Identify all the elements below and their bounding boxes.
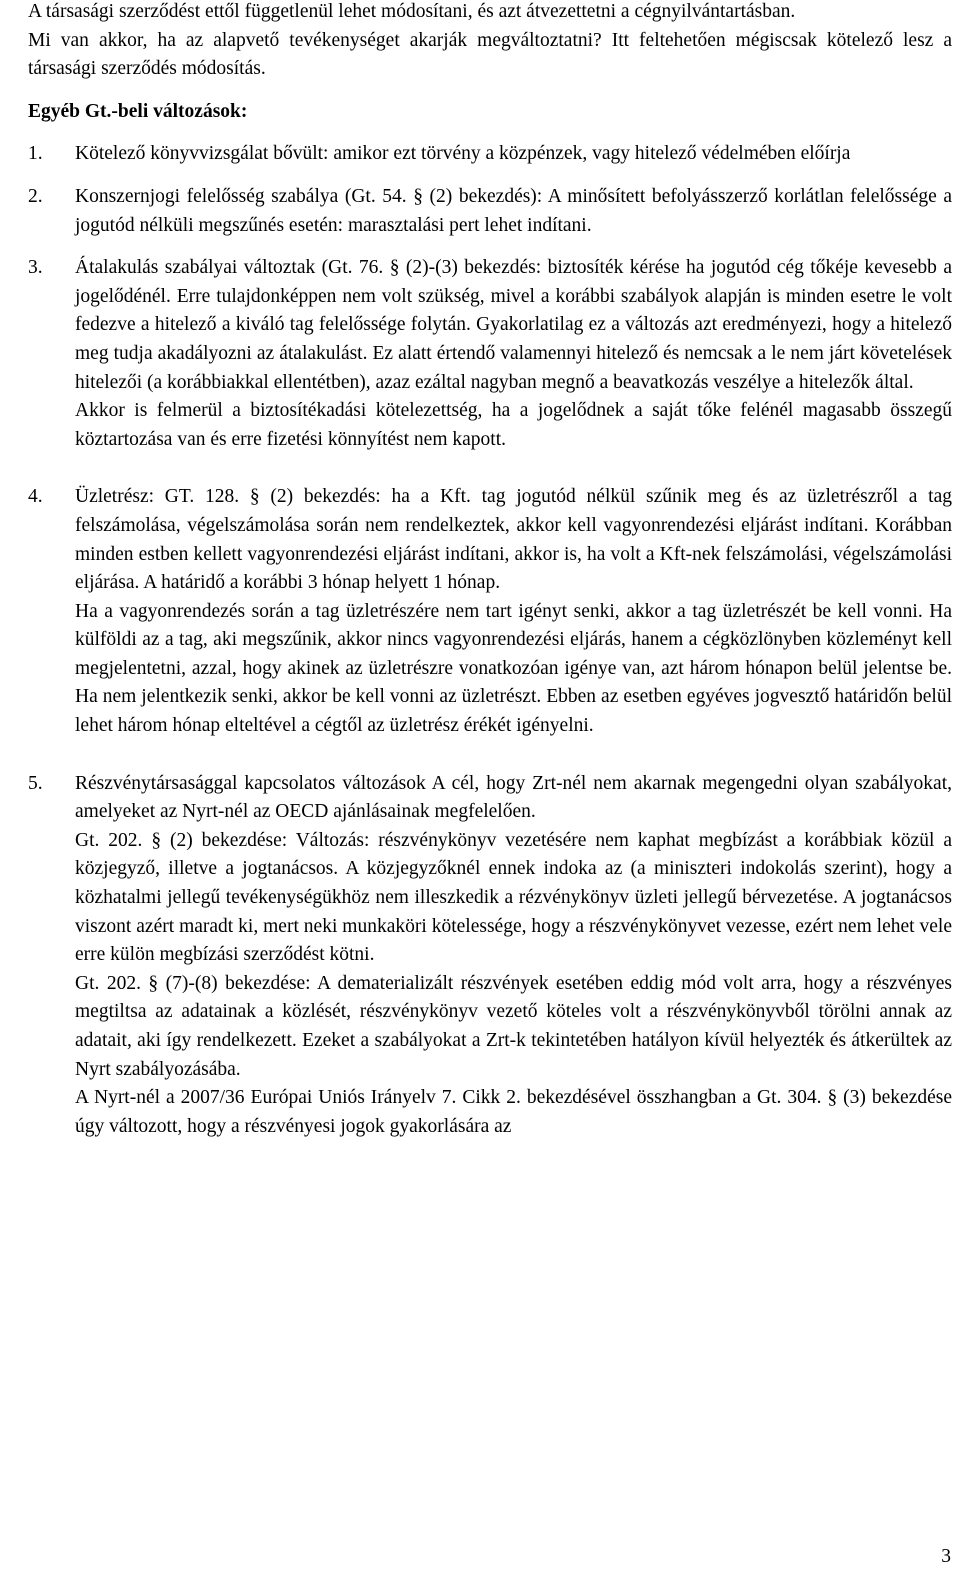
- list-item-paragraph: Ha a vagyonrendezés során a tag üzletrészére nem tart igényt senki, akkor a tag üzletrészét be kell vonni. Ha külföldi az a tag, aki megszűnik, akkor nincs vagyonrendezési eljárás, hanem a cégközlönyben közleményt kell megjelentetni, azzal, hogy akinek az üzletrészre vonatkozóan igénye van, azt három hónapon belül jelentse be. Ha nem jelentkezik senki, akkor be kell vonni az üzletrészt. Ebben az esetben egyéves jogvesztő határidőn belül lehet három hónap elteltével a cégtől az üzletrész érékét igényelni.: [75, 600, 952, 737]
- list-item-paragraph: Gt. 202. § (2) bekezdése: Változás: részvénykönyv vezetésére nem kaphat megbízást a korábbiak közül a közjegyző, illetve a jogtanácsos. A közjegyzőknél ennek indoka az (a miniszteri indokolás szerint), hogy a közhatalmi jellegű tevékenységükhöz nem illeszkedik a rézvénykönyv üzleti jellegű bérvezetése. A jogtanácsos viszont azért maradt ki, mert neki munkaköri kötelessége, hogy a részvénykönyvet vezesse, ezért nem lehet vele erre külön megbízási szerződést kötni.: [75, 829, 952, 966]
- list-item-body: [75, 254, 952, 454]
- list-item-paragraph: Átalakulás szabályai változtak (Gt. 76. § (2)-(3) bekezdés: biztosíték kérése ha jogutód cég tőkéje kevesebb a jogelődénél. Erre tulajdonképpen nem volt szükség, mivel a korábbi szabályok alapján is minden esetre le volt fedezve a hitelező a kiváló tag felelőssége folytán. Gyakorlatilag ez a változás azt eredményezi, hogy a hitelező meg tudja akadályozni az átalakulást. Ez alatt értendő valamennyi hitelező és nemcsak a le nem járt követelések hitelezői (a korábbiakkal ellentétben), azaz ezáltal nagyban megnő a beavatkozás veszélye a hitelezők által.: [75, 257, 952, 393]
- list-item: [28, 183, 952, 240]
- list-item-body: [75, 483, 952, 740]
- list-item-number: 4.: [28, 486, 43, 508]
- list-item-number: 2.: [28, 185, 43, 207]
- list-item-paragraph: Akkor is felmerül a biztosítékadási kötelezettség, ha a jogelődnek a saját tőke felénél magasabb összegű köztartozása van és erre fizetési könnyítést nem kapott.: [75, 400, 952, 450]
- list-item-paragraph: Gt. 202. § (7)-(8) bekezdése: A dematerializált részvények esetében eddig mód volt arra, hogy a részvényes megtiltsa az adatainak a közlését, részvénykönyv vezető köteles volt a részvénykönyvből törölni annak az adatait, aki így rendelkezett. Ezeket a szabályokat a Zrt-k tekintetében hatályon kívül helyezték és átkerültek az Nyrt szabályozásába.: [75, 972, 952, 1080]
- document-page: [28, 0, 952, 1141]
- list-item: [28, 770, 952, 1142]
- intro-paragraph: A társasági szerződést ettől függetlenül lehet módosítani, és azt átvezettetni a cégnyilvántartásban.: [28, 1, 796, 22]
- list-item-paragraph: Üzletrész: GT. 128. § (2) bekezdés: ha a Kft. tag jogutód nélkül szűnik meg és az üzletrészről a tag felszámolása, végelszámolása során nem rendelkeztek, akkor kell vagyonrendezési eljárást indítani. Korábban minden estben kellett vagyonrendezési eljárást indítani, akkor is, ha volt a Kft-nek felszámolási, végelszámolási eljárása. A határidő a korábbi 3 hónap helyett 1 hónap.: [75, 486, 952, 594]
- list-item-number: 3.: [28, 257, 43, 279]
- list-item-paragraph: Konszernjogi felelősség szabálya (Gt. 54. § (2) bekezdés): A minősített befolyásszerző korlátlan felelőssége a jogutód nélküli megszűnés esetén: marasztalási pert lehet indítani.: [75, 185, 952, 236]
- list-item-body: [75, 140, 952, 169]
- list-item: [28, 140, 952, 169]
- list-item-paragraph: Kötelező könyvvizsgálat bővült: amikor ezt törvény a közpénzek, vagy hitelező védelmében előírja: [75, 143, 851, 165]
- list-item-number: 1.: [28, 143, 43, 165]
- list-item-number: 5.: [28, 772, 43, 794]
- list-item: [28, 483, 952, 740]
- list-item-paragraph: A Nyrt-nél a 2007/36 Európai Uniós Irányelv 7. Cikk 2. bekezdésével összhangban a Gt. 304. § (3) bekezdése úgy változott, hogy a részvényesi jogok gyakorlására az: [75, 1087, 952, 1137]
- section-heading: Egyéb Gt.-beli változások:: [28, 100, 248, 122]
- list-item: [28, 254, 952, 454]
- list-item-body: [75, 770, 952, 1142]
- intro-paragraph: Mi van akkor, ha az alapvető tevékenységet akarják megváltoztatni? Itt feltehetően mégiscsak kötelező lesz a társasági szerződés módosítás.: [28, 29, 952, 80]
- list-item-body: [75, 183, 952, 240]
- page-number: 3: [941, 1546, 951, 1567]
- list-item-paragraph: Részvénytársasággal kapcsolatos változások A cél, hogy Zrt-nél nem akarnak megengedni olyan szabályokat, amelyeket az Nyrt-nél az OECD ajánlásainak megfelelően.: [75, 772, 952, 823]
